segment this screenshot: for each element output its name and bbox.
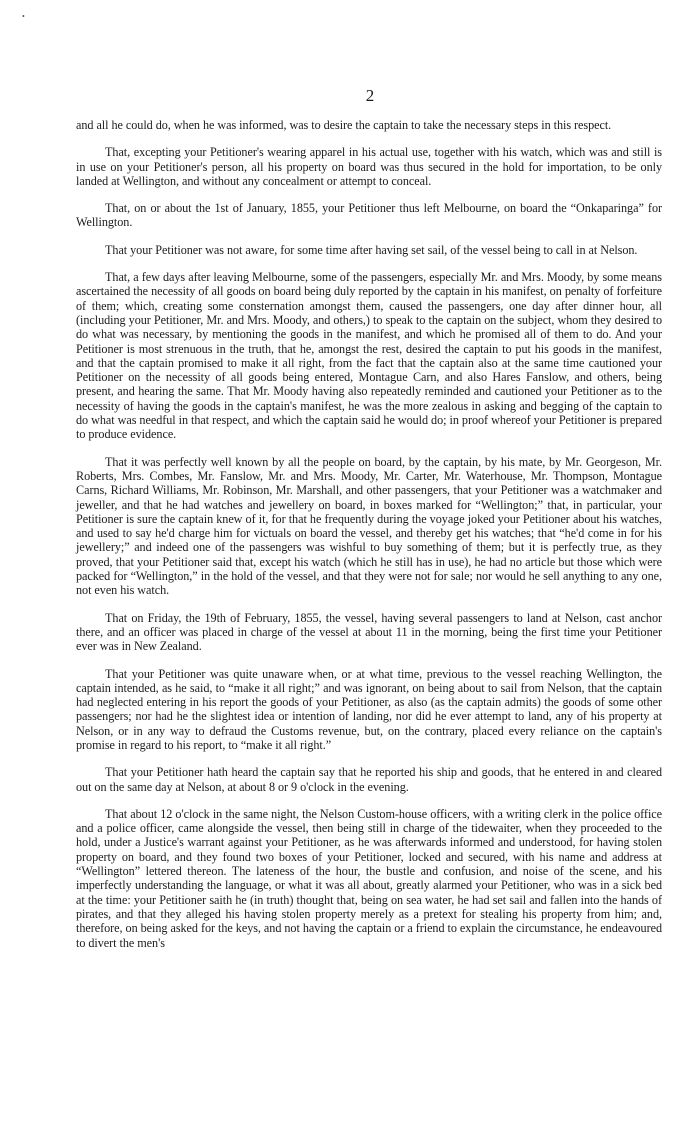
paragraph: That about 12 o'clock in the same night, the Nelson Custom-house officers, with a writing clerk in the police office and a police officer, came alongside the vessel, then being still in charge of the tidewaiter, when they proceeded to the hold, under a Justice's warrant against your Petitioner, as he was afterwards informed and understood, for having stolen property on board, and they found two boxes of your Petitioner, locked and secured, with his name and address at “Wellington” lettered thereon. The lateness of the hour, the bustle and confusion, and noise of the scene, and his imperfectly understanding the language, or what it was all about, greatly alarmed your Petitioner, who was in a sick bed at the time: your Petitioner saith he (in truth) thought that, being on sea water, he had set sail and fallen into the hands of pirates, and that they alleged his having stolen property merely as a pretext for stealing his property from him; and, therefore, on being asked for the keys, and not having the captain or a friend to explain the circumstance, he endeavoured to divert the men's (76, 806, 662, 950)
margin-dot: • (22, 12, 25, 21)
paragraph: That it was perfectly well known by all the people on board, by the captain, by his mate, by Mr. Georgeson, Mr. Roberts, Mrs. Combes, Mr. Fanslow, Mr. and Mrs. Moody, Mr. Carter, Mr. Waterhouse, Mr. Thompson, Montague Carns, Richard Williams, Mr. Robinson, Mr. Marshall, and other passengers, that your Petitioner was a watchmaker and jeweller, and that he had watches and jewellery on board, in boxes marked for “Wellington;” that, in particular, your Petitioner is sure the captain knew of it, for that he frequently during the voyage joked your Petitioner about his watches, and used to say he'd charge him for victuals on board the vessel, and thereby get his watches; that “he'd come in for his jewellery;” and indeed one of the passengers was wishful to buy something of them; but it is perfectly true, as they proved, that your Petitioner said that, except his watch (which he still has in use), he had no article but those which were packed for “Wellington,” in the hold of the vessel, and that they were not for sale; nor would he sell anything to any one, not even his watch. (76, 454, 662, 598)
paragraph: That your Petitioner was not aware, for some time after having set sail, of the vessel being to call in at Nelson. (105, 242, 638, 257)
paragraph: That, excepting your Petitioner's wearing apparel in his actual use, together with his watch, which was and still is in use on your Petitioner's person, all his property on board was thus secured in the hold for importation, to be only landed at Wellington, and without any concealment or attempt to conceal. (76, 145, 662, 188)
paragraph-continuation: and all he could do, when he was informed, was to desire the captain to take the necessary steps in this respect. (76, 118, 612, 132)
page-number: 2 (365, 86, 375, 105)
paragraph: That on Friday, the 19th of February, 1855, the vessel, having several passengers to land at Nelson, cast anchor there, and an officer was placed in charge of the vessel at about 11 in the morning, being the first time your Petitioner ever was in New Zealand. (76, 610, 662, 654)
petition-body (76, 118, 662, 963)
paragraph: That, on or about the 1st of January, 1855, your Petitioner thus left Melbourne, on board the “Onkaparinga” for Wellington. (76, 201, 662, 230)
paragraph: That your Petitioner hath heard the captain say that he reported his ship and goods, that he entered in and cleared out on the same day at Nelson, at about 8 or 9 o'clock in the evening. (76, 765, 662, 794)
paragraph: That your Petitioner was quite unaware when, or at what time, previous to the vessel reaching Wellington, the captain intended, as he said, to “make it all right;” and was ignorant, on being about to sail from Nelson, that the captain had neglected entering in his report the goods of your Petitioner, as also (as the captain admits) the goods of some other passengers; nor had he the slightest idea or intention of landing, nor did he ever attempt to land, any of his property at Nelson, or in any way to defraud the Customs revenue, but, on the contrary, placed every reliance on the captain's promise in regard to his report, to “make it all right.” (76, 666, 662, 752)
paragraph: That, a few days after leaving Melbourne, some of the passengers, especially Mr. and Mrs. Moody, by some means ascertained the necessity of all goods on board being duly reported by the captain in his manifest, on penalty of forfeiture of them; which, creating some consternation amongst them, caused the passengers, one day after dinner hour, all (including your Petitioner, Mr. and Mrs. Moody, and others,) to speak to the captain on the subject, whom they desired to do what was necessary, by mentioning the goods in the manifest, and which he promised all of them to do. And your Petitioner is most strenuous in the truth, that he, amongst the rest, desired the captain to put his goods in the manifest, and that the captain promised to make it all right, from the fact that the captain also at the same time cautioned your Petitioner on the necessity of all goods being entered, Montague Carn, and also Hares Fanslow, and others, being present, and hearing the same. That Mr. Moody having also repeatedly reminded and cautioned your Petitioner as to the necessity of having the goods in the captain's manifest, he was the more zealous in asking and begging of the captain to do what was needful in that respect, and which the captain said he would do; in proof whereof your Petitioner is prepared to produce evidence. (76, 270, 662, 442)
